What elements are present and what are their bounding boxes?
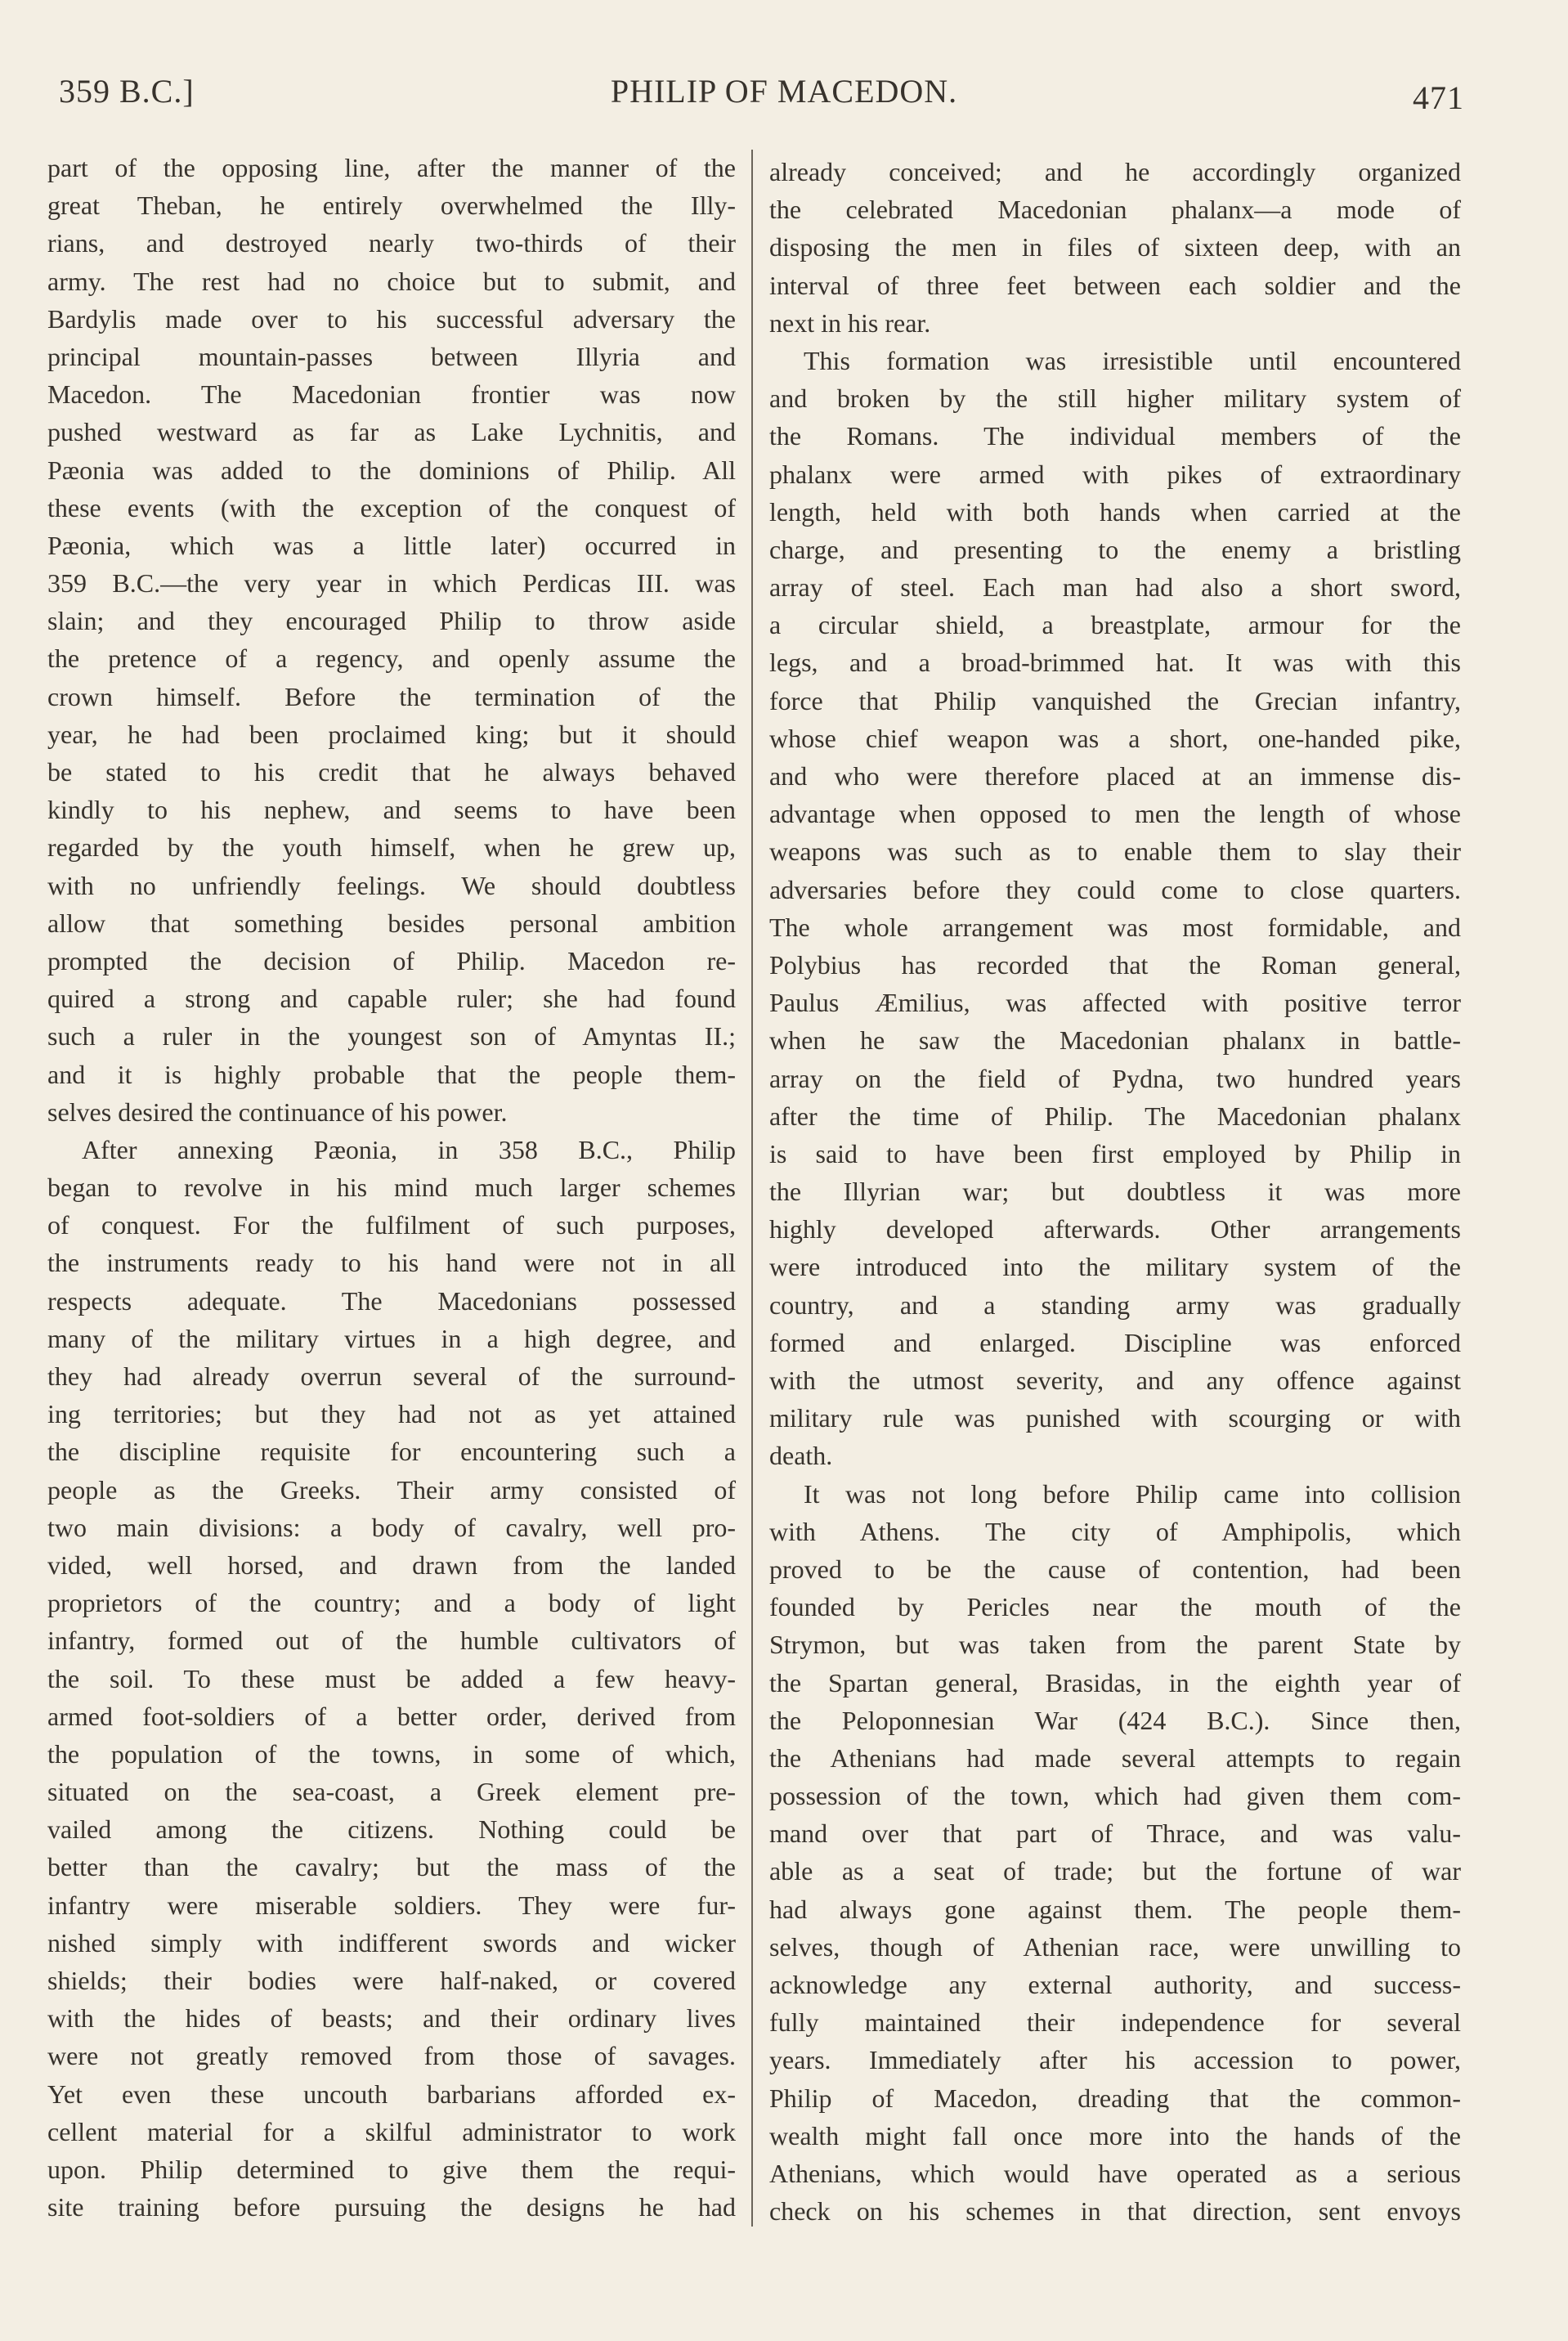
text-line: nished simply with indifferent swords and wicker bbox=[47, 1927, 736, 1958]
text-line: It was not long before Philip came into collision bbox=[804, 1478, 1461, 1509]
text-line: length, held with both hands when carried at the bbox=[769, 496, 1461, 527]
text-line: Strymon, but was taken from the parent State by bbox=[769, 1630, 1461, 1660]
text-line: were not greatly removed from those of savages. bbox=[47, 2041, 736, 2071]
text-line: force that Philip vanquished the Grecian infantry, bbox=[769, 685, 1461, 715]
text-line: the celebrated Macedonian phalanx—a mode of bbox=[769, 195, 1461, 225]
text-line: whose chief weapon was a short, one-handed pike, bbox=[769, 723, 1461, 753]
text-line: quired a strong and capable ruler; she had found bbox=[47, 984, 736, 1014]
text-line: army. The rest had no choice but to submit, and bbox=[47, 266, 736, 296]
text-line: allow that something besides personal ambition bbox=[47, 908, 736, 938]
text-line: of conquest. For the fulfilment of such purposes, bbox=[47, 1210, 736, 1240]
text-line: acknowledge any external authority, and success- bbox=[769, 1970, 1461, 1999]
text-line: years. Immediately after his accession to power, bbox=[769, 2045, 1461, 2075]
text-line: year, he had been proclaimed king; but it should bbox=[47, 719, 736, 749]
text-line: with the hides of beasts; and their ordinary lives bbox=[47, 2003, 736, 2034]
text-line: 359 B.C.—the very year in which Perdicas III. was bbox=[47, 568, 736, 599]
text-line: with the utmost severity, and any offence against bbox=[769, 1366, 1461, 1395]
text-line: the Athenians had made several attempts to regain bbox=[769, 1742, 1461, 1773]
text-line: array of steel. Each man had also a short sword, bbox=[769, 572, 1461, 603]
text-line: were introduced into the military system of the bbox=[769, 1252, 1461, 1282]
text-line: Yet even these uncouth barbarians afforded ex- bbox=[47, 2079, 736, 2109]
paragraph bbox=[47, 1131, 736, 2226]
paragraph bbox=[769, 153, 1461, 342]
text-line: already conceived; and he accordingly organized bbox=[769, 157, 1461, 186]
text-line: better than the cavalry; but the mass of the bbox=[47, 1852, 736, 1882]
text-line: and it is highly probable that the people them- bbox=[47, 1059, 736, 1089]
text-line: adversaries before they could come to close quarters. bbox=[769, 874, 1461, 904]
text-line: able as a seat of trade; but the fortune of war bbox=[769, 1856, 1461, 1886]
text-line: phalanx were armed with pikes of extraordinary bbox=[769, 459, 1461, 489]
text-line: a circular shield, a breastplate, armour for the bbox=[769, 610, 1461, 640]
text-line: armed foot-soldiers of a better order, derived from bbox=[47, 1701, 736, 1731]
text-line: great Theban, he entirely overwhelmed the Illy- bbox=[47, 191, 736, 221]
text-line: had always gone against them. The people them- bbox=[769, 1894, 1461, 1924]
text-line: array on the field of Pydna, two hundred years bbox=[769, 1063, 1461, 1093]
text-line: pushed westward as far as Lake Lychnitis, and bbox=[47, 417, 736, 447]
text-line: the Peloponnesian War (424 B.C.). Since then, bbox=[769, 1705, 1461, 1735]
text-line: site training before pursuing the designs he had bbox=[47, 2192, 736, 2222]
text-line: shields; their bodies were half-naked, or covered bbox=[47, 1966, 736, 1995]
text-line: next in his rear. bbox=[769, 307, 931, 338]
paragraph bbox=[47, 149, 736, 1131]
text-line: possession of the town, which had given them com- bbox=[769, 1781, 1461, 1811]
text-line: after the time of Philip. The Macedonian phalanx bbox=[769, 1101, 1461, 1131]
text-line: the population of the towns, in some of which, bbox=[47, 1738, 736, 1769]
text-line: they had already overrun several of the surround- bbox=[47, 1361, 736, 1391]
text-line: people as the Greeks. Their army consisted of bbox=[47, 1474, 736, 1505]
text-line: check on his schemes in that direction, sent envoys bbox=[769, 2196, 1461, 2227]
text-line: Pæonia was added to the dominions of Philip. All bbox=[47, 455, 736, 485]
text-line: weapons was such as to enable them to slay their bbox=[769, 836, 1461, 867]
text-line: charge, and presenting to the enemy a bristling bbox=[769, 534, 1461, 564]
text-line: many of the military virtues in a high degree, and bbox=[47, 1323, 736, 1353]
text-line: the Romans. The individual members of the bbox=[769, 421, 1461, 451]
text-line: selves desired the continuance of his power. bbox=[47, 1097, 508, 1127]
text-line: the soil. To these must be added a few heavy- bbox=[47, 1663, 736, 1693]
text-line: such a ruler in the youngest son of Amyntas II.; bbox=[47, 1021, 736, 1052]
text-line: This formation was irresistible until encountered bbox=[804, 345, 1461, 375]
text-line: After annexing Pæonia, in 358 B.C., Philip bbox=[82, 1134, 736, 1164]
text-line: cellent material for a skilful administrator to work bbox=[47, 2116, 736, 2146]
text-line: began to revolve in his mind much larger schemes bbox=[47, 1173, 736, 1203]
paragraph bbox=[769, 1475, 1461, 2231]
text-line: the instruments ready to his hand were not in all bbox=[47, 1248, 736, 1278]
text-line: Athenians, which would have operated as a serious bbox=[769, 2158, 1461, 2188]
text-line: and who were therefore placed at an immense dis- bbox=[769, 761, 1461, 791]
text-line: mand over that part of Thrace, and was valu- bbox=[769, 1819, 1461, 1849]
text-line: kindly to his nephew, and seems to have been bbox=[47, 795, 736, 825]
text-line: disposing the men in files of sixteen deep, with an bbox=[769, 232, 1461, 262]
text-line: formed and enlarged. Discipline was enforced bbox=[769, 1327, 1461, 1357]
text-line: vailed among the citizens. Nothing could be bbox=[47, 1814, 736, 1845]
text-line: infantry were miserable soldiers. They were fur- bbox=[47, 1890, 736, 1920]
text-line: principal mountain-passes between Illyria and bbox=[47, 341, 736, 371]
text-line: Philip of Macedon, dreading that the common- bbox=[769, 2083, 1461, 2113]
text-line: two main divisions: a body of cavalry, well pro- bbox=[47, 1512, 736, 1542]
text-line: prompted the decision of Philip. Macedon re- bbox=[47, 945, 736, 975]
text-line: selves, though of Athenian race, were unwilling to bbox=[769, 1931, 1461, 1962]
text-line: Paulus Æmilius, was affected with positive terror bbox=[769, 988, 1461, 1018]
text-line: proprietors of the country; and a body of light bbox=[47, 1588, 736, 1618]
text-line: the Illyrian war; but doubtless it was more bbox=[769, 1177, 1461, 1207]
text-line: with Athens. The city of Amphipolis, which bbox=[769, 1516, 1461, 1546]
text-line: infantry, formed out of the humble cultivators of bbox=[47, 1626, 736, 1656]
running-head-date: 359 B.C.] bbox=[59, 73, 195, 110]
text-line: the discipline requisite for encountering such a bbox=[47, 1437, 736, 1467]
text-line: upon. Philip determined to give them the requi- bbox=[47, 2154, 736, 2184]
text-line: when he saw the Macedonian phalanx in battle- bbox=[769, 1025, 1461, 1056]
text-line: death. bbox=[769, 1441, 833, 1471]
text-line: situated on the sea-coast, a Greek element pre- bbox=[47, 1777, 736, 1807]
text-line: be stated to his credit that he always behaved bbox=[47, 757, 736, 787]
text-line: ing territories; but they had not as yet attained bbox=[47, 1399, 736, 1429]
text-line: slain; and they encouraged Philip to throw aside bbox=[47, 606, 736, 636]
text-line: these events (with the exception of the conquest of bbox=[47, 492, 736, 522]
left-column bbox=[47, 149, 736, 2226]
text-line: Bardylis made over to his successful adversary the bbox=[47, 303, 736, 334]
right-column bbox=[769, 153, 1461, 2230]
text-line: rians, and destroyed nearly two-thirds of their bbox=[47, 228, 736, 258]
text-line: The whole arrangement was most formidable, and bbox=[769, 912, 1461, 942]
text-line: founded by Pericles near the mouth of the bbox=[769, 1592, 1461, 1622]
text-line: regarded by the youth himself, when he grew up, bbox=[47, 832, 736, 863]
text-line: the Spartan general, Brasidas, in the eighth year of bbox=[769, 1667, 1461, 1697]
text-line: country, and a standing army was gradually bbox=[769, 1289, 1461, 1320]
text-line: and broken by the still higher military system of bbox=[769, 383, 1461, 414]
text-line: crown himself. Before the termination of the bbox=[47, 681, 736, 711]
text-line: Pæonia, which was a little later) occurred in bbox=[47, 530, 736, 560]
text-line: with no unfriendly feelings. We should doubtless bbox=[47, 870, 736, 900]
text-line: the pretence of a regency, and openly assume the bbox=[47, 644, 736, 674]
text-line: vided, well horsed, and drawn from the landed bbox=[47, 1549, 736, 1580]
text-line: Macedon. The Macedonian frontier was now bbox=[47, 379, 736, 410]
text-line: part of the opposing line, after the manner of the bbox=[47, 153, 736, 182]
text-line: interval of three feet between each soldier and the bbox=[769, 270, 1461, 300]
text-line: Polybius has recorded that the Roman general, bbox=[769, 949, 1461, 980]
text-line: highly developed afterwards. Other arrangements bbox=[769, 1214, 1461, 1244]
text-line: military rule was punished with scourging or with bbox=[769, 1403, 1461, 1433]
text-line: respects adequate. The Macedonians possessed bbox=[47, 1285, 736, 1316]
page-number: 471 bbox=[1413, 79, 1464, 116]
running-head-title: PHILIP OF MACEDON. bbox=[610, 73, 958, 110]
text-line: fully maintained their independence for several bbox=[769, 2007, 1461, 2038]
text-line: proved to be the cause of contention, had been bbox=[769, 1554, 1461, 1584]
column-divider bbox=[751, 150, 753, 2227]
text-line: is said to have been first employed by Philip in bbox=[769, 1138, 1461, 1168]
text-line: legs, and a broad-brimmed hat. It was with this bbox=[769, 648, 1461, 678]
paragraph bbox=[769, 342, 1461, 1475]
text-line: wealth might fall once more into the hands of the bbox=[769, 2120, 1461, 2150]
text-line: advantage when opposed to men the length of whose bbox=[769, 799, 1461, 829]
